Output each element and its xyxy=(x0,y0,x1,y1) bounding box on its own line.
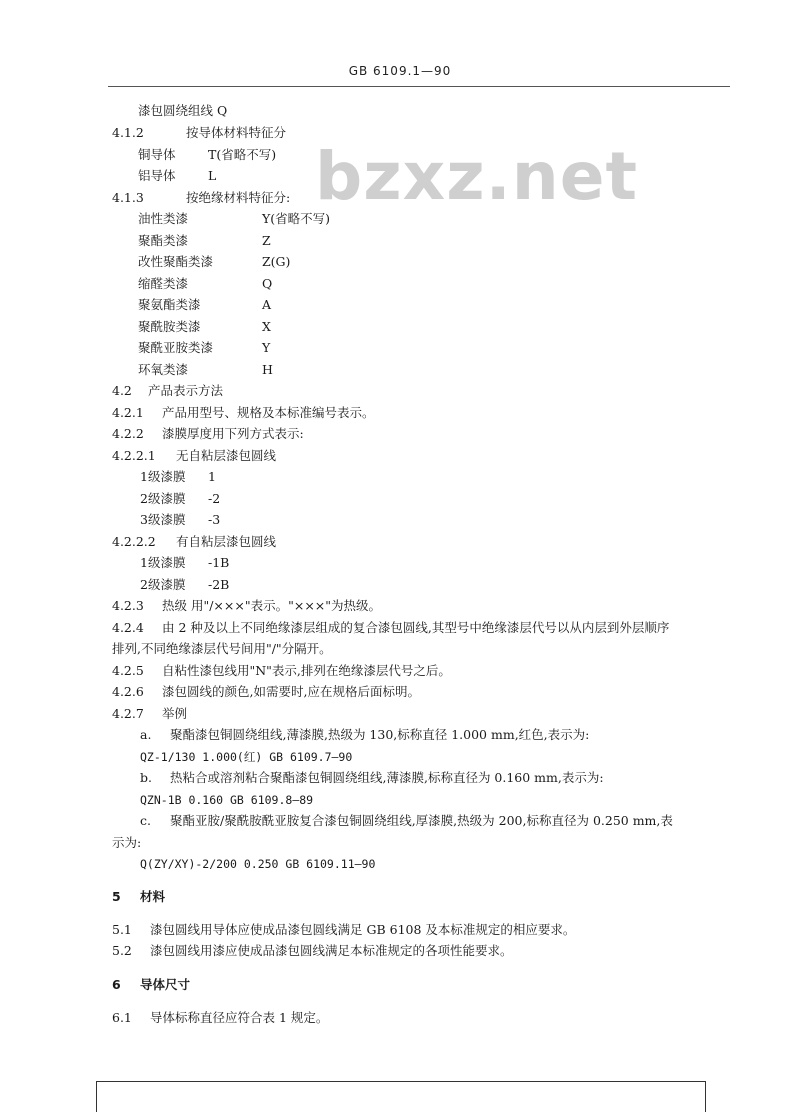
list-item: 聚酰亚胺类漆 Y xyxy=(138,340,271,355)
list-item: 2级漆膜 -2 xyxy=(140,491,221,506)
clause-4-1-3: 4.1.3 按绝缘材料特征分: xyxy=(112,190,291,205)
list-item: 聚酯类漆 Z xyxy=(138,233,271,248)
clause-4-2: 4.2 产品表示方法 xyxy=(112,383,224,398)
clause-5-2: 5.2 漆包圆线用漆应使成品漆包圆线满足本标准规定的各项性能要求。 xyxy=(112,943,513,958)
clause-6-1: 6.1 导体标称直径应符合表 1 规定。 xyxy=(112,1010,329,1025)
list-item: 3级漆膜 -3 xyxy=(140,512,221,527)
clause-5-1: 5.1 漆包圆线用导体应使成品漆包圆线满足 GB 6108 及本标准规定的相应要求。 xyxy=(112,922,576,937)
list-item: 环氧类漆 H xyxy=(138,362,273,377)
list-item: 聚酰胺类漆 X xyxy=(138,319,271,334)
example-b: b. 热粘合或溶剂粘合聚酯漆包铜圆绕组线,薄漆膜,标称直径为 0.160 mm,表示为: xyxy=(140,770,604,785)
example-code: QZN-1B 0.160 GB 6109.8—89 xyxy=(140,793,314,807)
clause-4-1-2: 4.1.2 按导体材料特征分 xyxy=(112,125,287,140)
text-line: 示为: xyxy=(112,835,142,850)
example-a: a. 聚酯漆包铜圆绕组线,薄漆膜,热级为 130,标称直径 1.000 mm,红色,表示为: xyxy=(140,727,590,742)
list-item: 聚氨酯类漆 A xyxy=(138,297,272,312)
list-item: 铜导体 T(省略不写) xyxy=(138,147,277,162)
text-line: 排列,不同绝缘漆层代号间用"/"分隔开。 xyxy=(112,641,332,656)
clause-4-2-2: 4.2.2 漆膜厚度用下列方式表示: xyxy=(112,426,304,441)
clause-4-2-2-2: 4.2.2.2 有自粘层漆包圆线 xyxy=(112,534,277,549)
table-frame xyxy=(96,1081,706,1112)
clause-4-2-7: 4.2.7 举例 xyxy=(112,706,188,721)
clause-4-2-2-1: 4.2.2.1 无自粘层漆包圆线 xyxy=(112,448,277,463)
clause-4-2-3: 4.2.3 热级 用"/×××"表示。"×××"为热级。 xyxy=(112,598,382,613)
example-code: Q(ZY/XY)-2/200 0.250 GB 6109.11—90 xyxy=(140,857,376,871)
header-rule xyxy=(108,86,730,87)
list-item: 铝导体 L xyxy=(138,168,217,183)
clause-4-2-6: 4.2.6 漆包圆线的颜色,如需要时,应在规格后面标明。 xyxy=(112,684,420,699)
list-item: 1级漆膜 1 xyxy=(140,469,216,484)
list-item: 改性聚酯类漆 Z(G) xyxy=(138,254,291,269)
section-6-heading: 6 导体尺寸 xyxy=(112,977,191,992)
list-item: 油性类漆 Y(省略不写) xyxy=(138,211,331,226)
clause-4-2-4: 4.2.4 由 2 种及以上不同绝缘漆层组成的复合漆包圆线,其型号中绝缘漆层代号以从内层到外层顺序 xyxy=(112,620,670,635)
example-c: c. 聚酯亚胺/聚酰胺酰亚胺复合漆包铜圆绕组线,厚漆膜,热级为 200,标称直径为 0.250 mm,表 xyxy=(140,813,673,828)
watermark: bzxz.net xyxy=(315,138,639,215)
example-code: QZ-1/130 1.000(红) GB 6109.7—90 xyxy=(140,750,353,764)
clause-4-2-1: 4.2.1 产品用型号、规格及本标准编号表示。 xyxy=(112,405,375,420)
text-line: 漆包圆绕组线 Q xyxy=(138,103,228,118)
list-item: 2级漆膜 -2B xyxy=(140,577,230,592)
list-item: 1级漆膜 -1B xyxy=(140,555,230,570)
section-5-heading: 5 材料 xyxy=(112,889,166,904)
list-item: 缩醛类漆 Q xyxy=(138,276,273,291)
page-header: GB 6109.1—90 xyxy=(348,64,452,78)
clause-4-2-5: 4.2.5 自粘性漆包线用"N"表示,排列在绝缘漆层代号之后。 xyxy=(112,663,451,678)
